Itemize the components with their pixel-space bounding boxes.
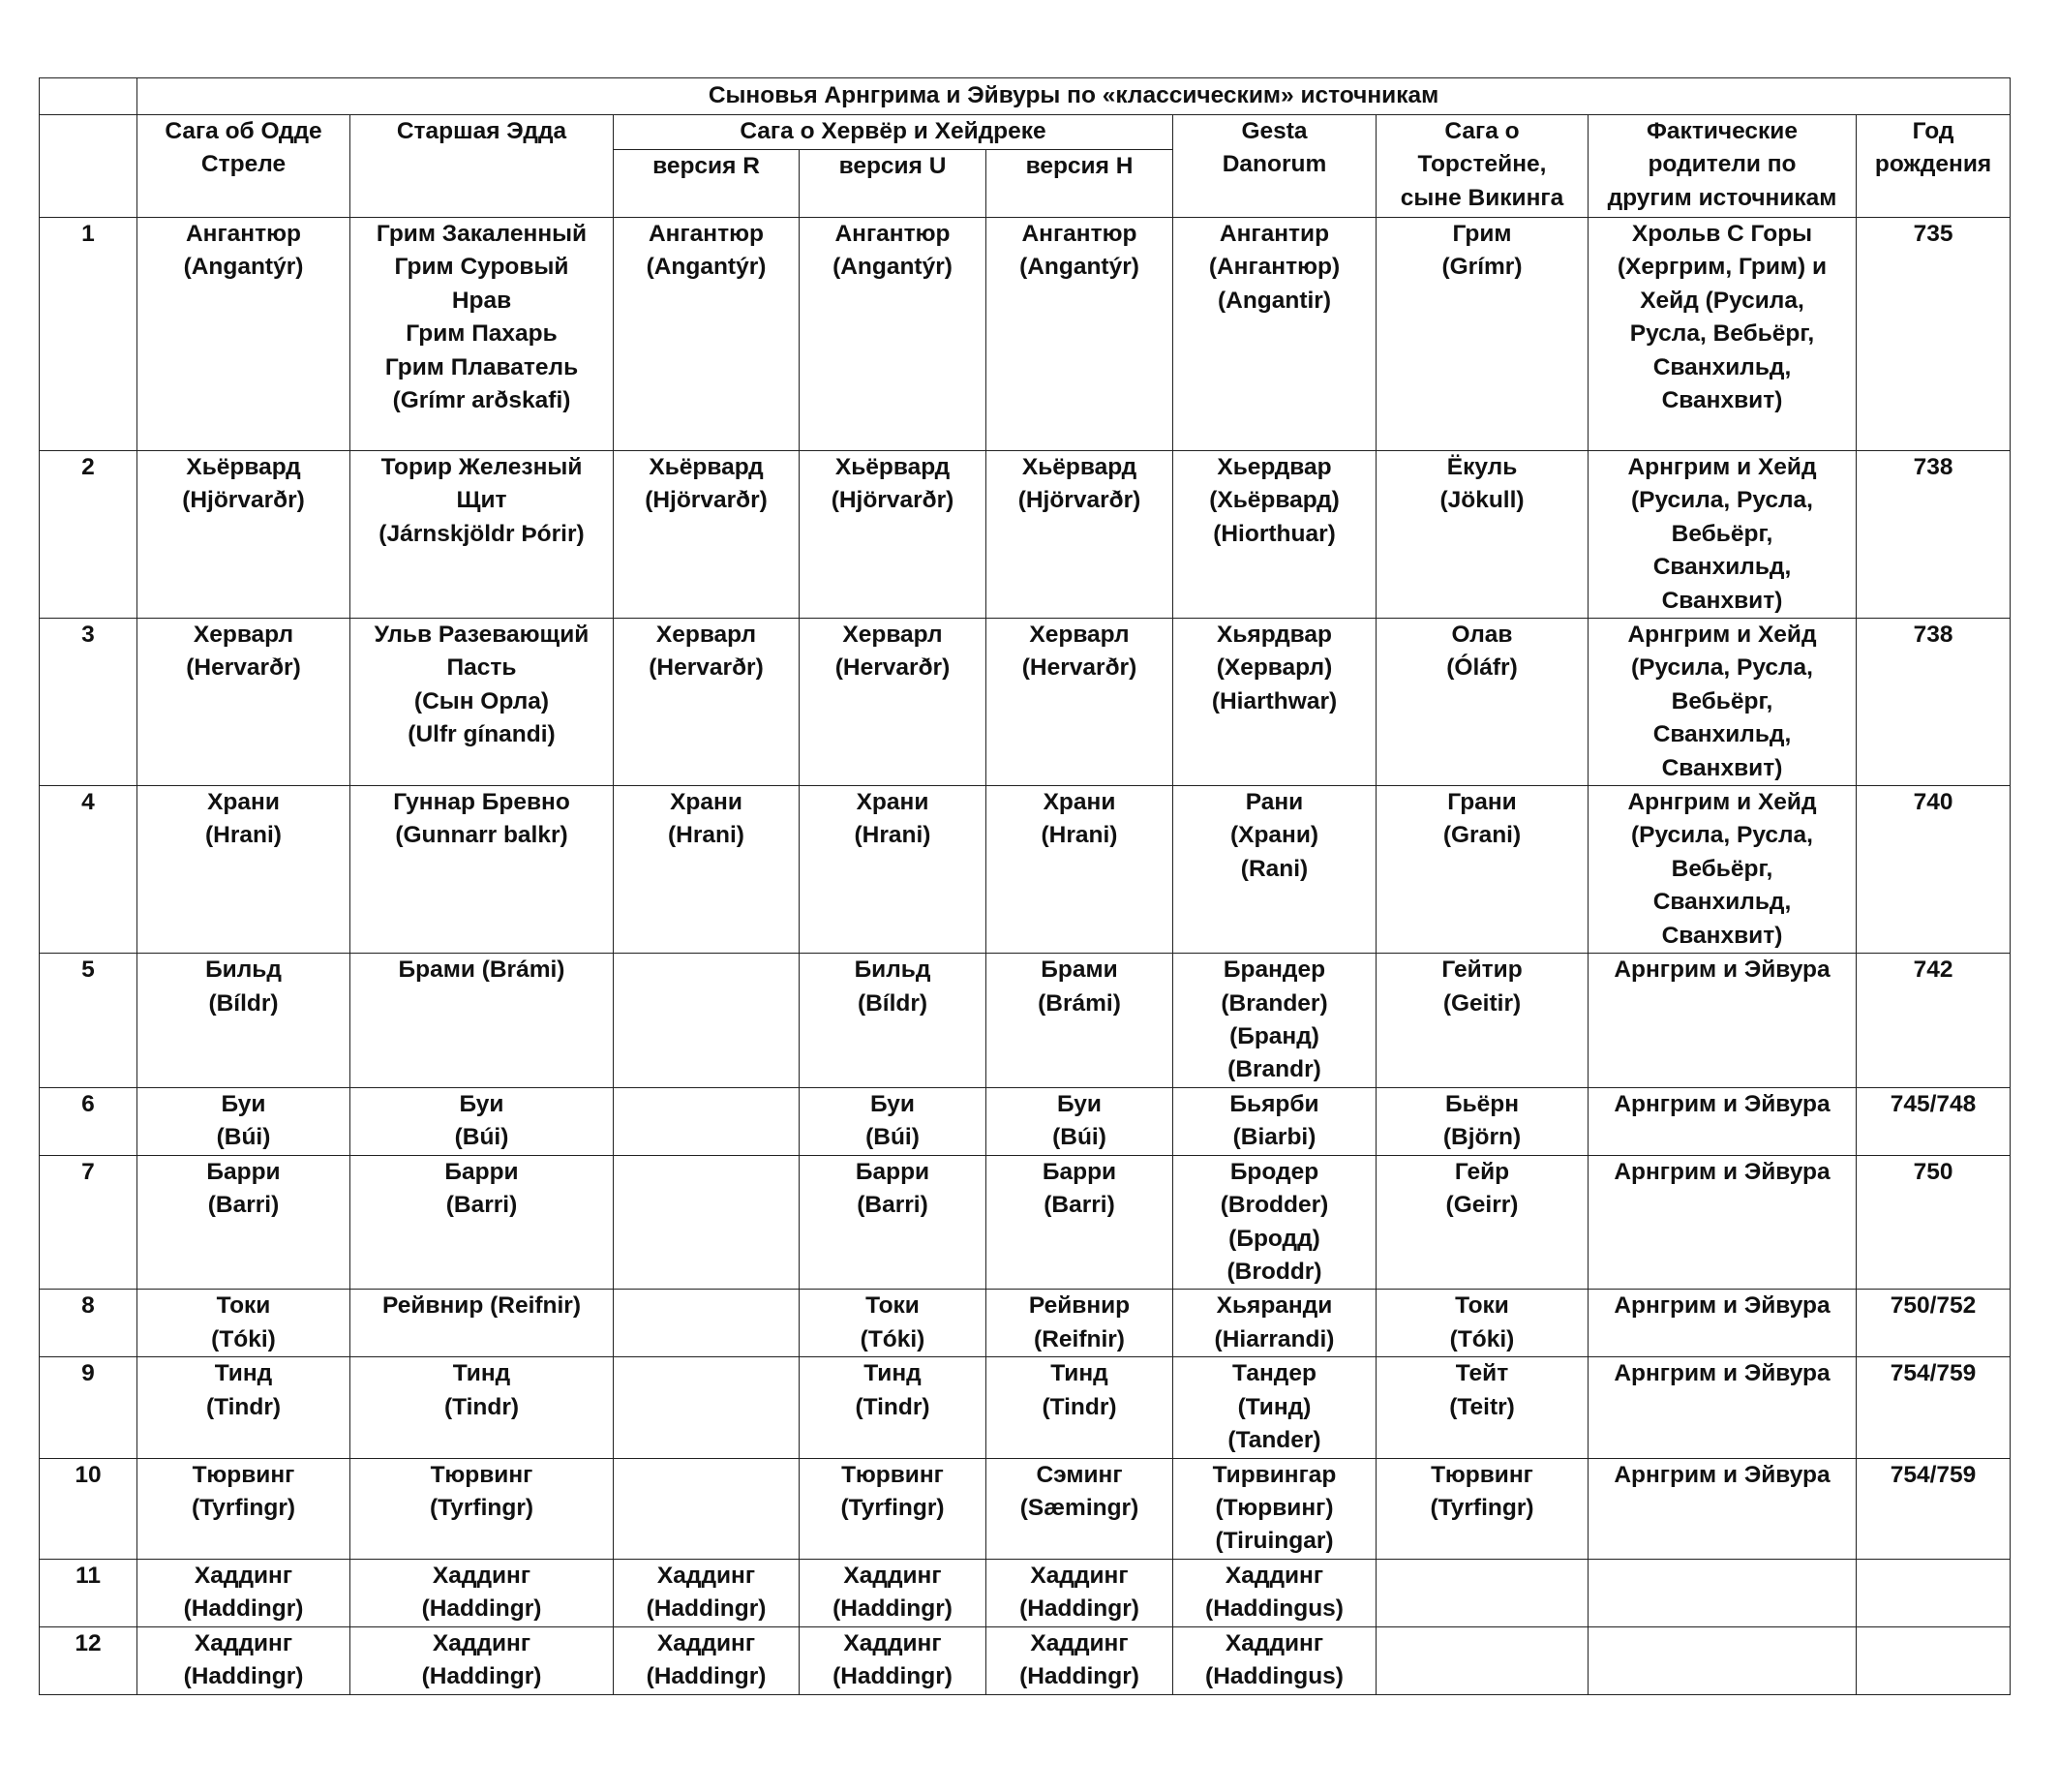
cell-version-u: Барри (Barri)	[800, 1155, 986, 1290]
cell-odd-saga: Храни (Hrani)	[137, 786, 350, 954]
row-number: 3	[40, 619, 137, 786]
cell-odd-saga: Бильд (Bíldr)	[137, 954, 350, 1088]
row-number: 4	[40, 786, 137, 954]
cell-birth-year: 745/748	[1857, 1087, 2011, 1155]
cell-version-u: Ангантюр (Angantýr)	[800, 218, 986, 451]
cell-version-h: Хаддинг (Haddingr)	[986, 1626, 1173, 1694]
cell-birth-year: 735	[1857, 218, 2011, 451]
table-row	[40, 1155, 2011, 1290]
cell-version-u: Хьёрвард (Hjörvarðr)	[800, 451, 986, 619]
table-row	[40, 1626, 2011, 1694]
cell-edda: Рейвнир (Reifnir)	[350, 1290, 614, 1357]
cell-version-r: Херварл (Hervarðr)	[614, 619, 800, 786]
cell-thorstein: Токи (Tóki)	[1377, 1290, 1589, 1357]
cell-version-r: Хаддинг (Haddingr)	[614, 1626, 800, 1694]
cell-thorstein: Грани (Grani)	[1377, 786, 1589, 954]
table-row	[40, 786, 2011, 954]
cell-version-h: Барри (Barri)	[986, 1155, 1173, 1290]
cell-parents: Арнгрим и Хейд (Русила, Русла, Вебьёрг, Сванхильд, Сванхвит)	[1589, 619, 1857, 786]
cell-edda: Торир Железный Щит (Járnskjöldr Þórir)	[350, 451, 614, 619]
cell-version-r: Храни (Hrani)	[614, 786, 800, 954]
cell-odd-saga: Токи (Tóki)	[137, 1290, 350, 1357]
row-number: 8	[40, 1290, 137, 1357]
cell-version-h: Храни (Hrani)	[986, 786, 1173, 954]
cell-version-u: Буи (Búi)	[800, 1087, 986, 1155]
cell-edda: Гуннар Бревно (Gunnarr balkr)	[350, 786, 614, 954]
cell-version-r: Ангантюр (Angantýr)	[614, 218, 800, 451]
cell-gesta: Хаддинг (Haddingus)	[1173, 1559, 1377, 1626]
cell-birth-year: 754/759	[1857, 1458, 2011, 1559]
table-title: Сыновья Арнгрима и Эйвуры по «классическим» источникам	[137, 78, 2011, 115]
cell-thorstein: Олав (Óláfr)	[1377, 619, 1589, 786]
cell-birth-year: 742	[1857, 954, 2011, 1088]
row-number: 9	[40, 1357, 137, 1458]
cell-gesta: Хьярдвар (Херварл) (Hiarthwar)	[1173, 619, 1377, 786]
cell-odd-saga: Хаддинг (Haddingr)	[137, 1626, 350, 1694]
cell-version-h: Буи (Búi)	[986, 1087, 1173, 1155]
cell-odd-saga: Хьёрвард (Hjörvarðr)	[137, 451, 350, 619]
cell-version-u: Херварл (Hervarðr)	[800, 619, 986, 786]
cell-version-u: Бильд (Bíldr)	[800, 954, 986, 1088]
cell-version-u: Хаддинг (Haddingr)	[800, 1626, 986, 1694]
header-thorstein: Сага о Торстейне, сыне Викинга	[1377, 115, 1589, 218]
cell-birth-year: 750/752	[1857, 1290, 2011, 1357]
cell-version-r: Хаддинг (Haddingr)	[614, 1559, 800, 1626]
row-number: 12	[40, 1626, 137, 1694]
cell-version-r	[614, 1458, 800, 1559]
cell-odd-saga: Буи (Búi)	[137, 1087, 350, 1155]
cell-odd-saga: Херварл (Hervarðr)	[137, 619, 350, 786]
cell-parents: Арнгрим и Эйвура	[1589, 1458, 1857, 1559]
cell-version-u: Тюрвинг (Tyrfingr)	[800, 1458, 986, 1559]
header-version-h: версия H	[986, 150, 1173, 218]
cell-edda: Хаддинг (Haddingr)	[350, 1559, 614, 1626]
cell-parents: Арнгрим и Эйвура	[1589, 954, 1857, 1088]
header-version-r: версия R	[614, 150, 800, 218]
cell-version-h: Ангантюр (Angantýr)	[986, 218, 1173, 451]
cell-version-r	[614, 1155, 800, 1290]
table-row	[40, 619, 2011, 786]
cell-version-h: Хаддинг (Haddingr)	[986, 1559, 1173, 1626]
cell-version-r	[614, 1087, 800, 1155]
cell-birth-year: 750	[1857, 1155, 2011, 1290]
table-row	[40, 1559, 2011, 1626]
cell-gesta: Бродер (Brodder) (Бродд) (Broddr)	[1173, 1155, 1377, 1290]
cell-edda: Тинд (Tindr)	[350, 1357, 614, 1458]
cell-birth-year	[1857, 1559, 2011, 1626]
cell-thorstein: Грим (Grímr)	[1377, 218, 1589, 451]
cell-gesta: Хаддинг (Haddingus)	[1173, 1626, 1377, 1694]
cell-version-h: Хьёрвард (Hjörvarðr)	[986, 451, 1173, 619]
cell-edda: Барри (Barri)	[350, 1155, 614, 1290]
cell-version-h: Рейвнир (Reifnir)	[986, 1290, 1173, 1357]
cell-thorstein: Гейтир (Geitir)	[1377, 954, 1589, 1088]
cell-odd-saga: Тинд (Tindr)	[137, 1357, 350, 1458]
cell-edda: Хаддинг (Haddingr)	[350, 1626, 614, 1694]
cell-thorstein: Гейр (Geirr)	[1377, 1155, 1589, 1290]
table-row	[40, 218, 2011, 451]
cell-thorstein: Тейт (Teitr)	[1377, 1357, 1589, 1458]
cell-gesta: Ангантир (Ангантюр) (Angantir)	[1173, 218, 1377, 451]
cell-version-u: Токи (Tóki)	[800, 1290, 986, 1357]
cell-version-r: Хьёрвард (Hjörvarðr)	[614, 451, 800, 619]
row-number: 5	[40, 954, 137, 1088]
cell-gesta: Хьердвар (Хьёрвард) (Hiorthuar)	[1173, 451, 1377, 619]
cell-parents: Арнгрим и Эйвура	[1589, 1290, 1857, 1357]
cell-parents: Хрольв С Горы (Хергрим, Грим) и Хейд (Русила, Русла, Вебьёрг, Сванхильд, Сванхвит)	[1589, 218, 1857, 451]
cell-edda: Тюрвинг (Tyrfingr)	[350, 1458, 614, 1559]
cell-odd-saga: Барри (Barri)	[137, 1155, 350, 1290]
cell-odd-saga: Тюрвинг (Tyrfingr)	[137, 1458, 350, 1559]
cell-parents: Арнгрим и Эйвура	[1589, 1155, 1857, 1290]
cell-parents: Арнгрим и Хейд (Русила, Русла, Вебьёрг, Сванхильд, Сванхвит)	[1589, 451, 1857, 619]
cell-thorstein	[1377, 1626, 1589, 1694]
cell-odd-saga: Ангантюр (Angantýr)	[137, 218, 350, 451]
table-row	[40, 954, 2011, 1088]
cell-edda: Брами (Brámi)	[350, 954, 614, 1088]
cell-gesta: Тандер (Тинд) (Tander)	[1173, 1357, 1377, 1458]
cell-edda: Буи (Búi)	[350, 1087, 614, 1155]
row-number: 10	[40, 1458, 137, 1559]
header-odd: Сага об Одде Стреле	[137, 115, 350, 218]
cell-birth-year: 738	[1857, 451, 2011, 619]
cell-edda: Ульв Разевающий Пасть (Сын Орла) (Ulfr gínandi)	[350, 619, 614, 786]
cell-parents: Арнгрим и Эйвура	[1589, 1357, 1857, 1458]
row-number: 11	[40, 1559, 137, 1626]
cell-version-r	[614, 1357, 800, 1458]
cell-version-u: Храни (Hrani)	[800, 786, 986, 954]
row-number: 7	[40, 1155, 137, 1290]
cell-version-u: Хаддинг (Haddingr)	[800, 1559, 986, 1626]
cell-birth-year	[1857, 1626, 2011, 1694]
corner-cell	[40, 78, 137, 115]
cell-version-r	[614, 1290, 800, 1357]
cell-birth-year: 740	[1857, 786, 2011, 954]
cell-version-h: Херварл (Hervarðr)	[986, 619, 1173, 786]
cell-version-h: Сэминг (Sæmingr)	[986, 1458, 1173, 1559]
header-edda: Старшая Эдда	[350, 115, 614, 218]
cell-thorstein	[1377, 1559, 1589, 1626]
cell-version-u: Тинд (Tindr)	[800, 1357, 986, 1458]
header-version-u: версия U	[800, 150, 986, 218]
header-parents: Фактические родители по другим источникам	[1589, 115, 1857, 218]
cell-thorstein: Тюрвинг (Tyrfingr)	[1377, 1458, 1589, 1559]
table-row	[40, 1087, 2011, 1155]
table-row	[40, 1458, 2011, 1559]
table-row	[40, 451, 2011, 619]
cell-thorstein: Бьёрн (Björn)	[1377, 1087, 1589, 1155]
cell-edda: Грим Закаленный Грим Суровый Нрав Грим Пахарь Грим Плаватель (Grímr arðskafi)	[350, 218, 614, 451]
header-num-cell	[40, 115, 137, 218]
table-row	[40, 1290, 2011, 1357]
cell-version-h: Брами (Brámi)	[986, 954, 1173, 1088]
cell-version-r	[614, 954, 800, 1088]
cell-parents: Арнгрим и Эйвура	[1589, 1087, 1857, 1155]
cell-thorstein: Ёкуль (Jökull)	[1377, 451, 1589, 619]
cell-birth-year: 754/759	[1857, 1357, 2011, 1458]
header-year: Год рождения	[1857, 115, 2011, 218]
cell-parents	[1589, 1559, 1857, 1626]
cell-parents: Арнгрим и Хейд (Русила, Русла, Вебьёрг, Сванхильд, Сванхвит)	[1589, 786, 1857, 954]
cell-gesta: Бьярби (Biarbi)	[1173, 1087, 1377, 1155]
cell-gesta: Рани (Храни) (Rani)	[1173, 786, 1377, 954]
cell-odd-saga: Хаддинг (Haddingr)	[137, 1559, 350, 1626]
cell-gesta: Хьяранди (Hiarrandi)	[1173, 1290, 1377, 1357]
row-number: 1	[40, 218, 137, 451]
header-hervor-saga: Сага о Хервёр и Хейдреке	[614, 115, 1173, 150]
cell-version-h: Тинд (Tindr)	[986, 1357, 1173, 1458]
cell-birth-year: 738	[1857, 619, 2011, 786]
cell-parents	[1589, 1626, 1857, 1694]
cell-gesta: Брандер (Brander) (Бранд) (Brandr)	[1173, 954, 1377, 1088]
sons-table	[39, 77, 2011, 1695]
row-number: 6	[40, 1087, 137, 1155]
row-number: 2	[40, 451, 137, 619]
cell-gesta: Тирвингар (Тюрвинг) (Tiruingar)	[1173, 1458, 1377, 1559]
table-row	[40, 1357, 2011, 1458]
header-gesta: Gesta Danorum	[1173, 115, 1377, 218]
